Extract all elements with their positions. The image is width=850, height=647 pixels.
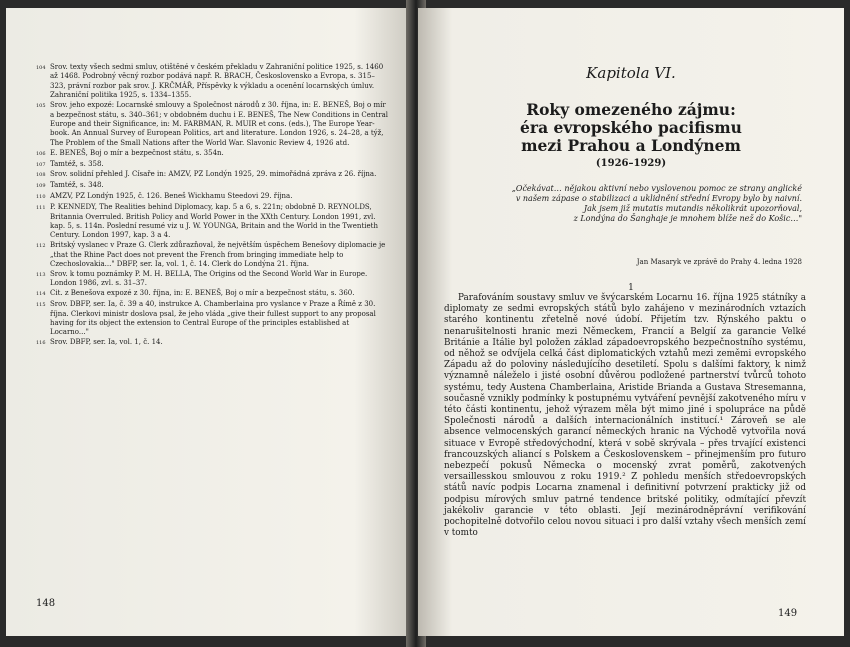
motto xyxy=(502,184,802,224)
footnote xyxy=(36,149,388,159)
footnote-number: 104 xyxy=(36,65,46,71)
title-line: éra evropského pacifismu xyxy=(520,118,742,137)
footnote-number: 107 xyxy=(36,161,46,168)
motto-line: Jak jsem již mutatis mutandis několikrát upozorňoval, xyxy=(583,204,802,213)
footnote xyxy=(36,300,388,338)
section-number: 1 xyxy=(628,283,634,293)
motto-line: v našem zápase o stabilizaci a uklidnění střední Evropy bylo by naivní. xyxy=(515,194,802,203)
footnote-text: P. KENNEDY, The Realities behind Diplomacy, kap. 5 a 6, s. 221n; obdobně D. REYNOLDS, Britannia Overruled. British Policy and World Power in the XXth Century. London 1991, zvl. kap. 5, s. 114n. Poslední resumé viz u J. W. YOUNGA, Britain and the World in the Twentieth Century. London 1997, kap. 3 a 4. xyxy=(50,203,378,240)
page-number-right: 149 xyxy=(778,608,798,619)
footnote-number: 108 xyxy=(36,172,46,179)
footnote-text: Srov. DBFP, ser. Ia, vol. 1, č. 14. xyxy=(50,338,163,347)
footnote xyxy=(36,160,388,170)
page-number-left: 148 xyxy=(36,598,56,609)
footnote-text: Srov. solidní přehled J. Císaře in: AMZV, PZ Londýn 1925, 29. mimořádná zpráva z 26. října. xyxy=(50,170,377,179)
footnote-text: Cit. z Benešova expozé z 30. října, in: E. BENEŠ, Boj o mír a bezpečnost státu, s. 360. xyxy=(50,289,355,298)
chapter-label: Kapitola VI. xyxy=(586,64,676,82)
footnote xyxy=(36,270,388,289)
footnote-number: 111 xyxy=(36,205,46,212)
footnote-number: 110 xyxy=(36,194,46,201)
footnote-text: Srov. k tomu poznámky P. M. H. BELLA, The Origins od the Second World War in Europe. London 1986, zvl. s. 31–37. xyxy=(50,270,368,288)
footnote-text: Tamtéž, s. 348. xyxy=(50,181,104,190)
footnote-text: Britský vyslanec v Praze G. Clerk zdůrazňoval, že největším úspěchem Benešovy diplomacie je „that the Rhine Pact does not prevent the French from bringing immediate help to Czechoslovakia..." DBFP, ser. Ia, vol. 1, č. 14. Clerk do Londýna 21. října. xyxy=(50,241,386,269)
chapter-title xyxy=(418,101,844,155)
footnote-text: Tamtéž, s. 358. xyxy=(50,159,104,168)
footnote-text: Srov. texty všech sedmi smluv, otištěné v českém překladu v Zahraniční politice 1925, s. 1460 až 1468. Podrobný věcný rozbor podává např. R. BRACH, Československo a Evropa, s. 315–323, právní rozbor pak srov. J. KRČMÁŘ, Příspěvky k výkladu a ocenění locarnských úmluv. Zahraniční politika 1925, s. 1334–1355. xyxy=(50,63,384,100)
right-page xyxy=(418,8,844,636)
footnote xyxy=(36,241,388,269)
footnote-text: AMZV, PZ Londýn 1925, č. 126. Beneš Wickhamu Steedovi 29. října. xyxy=(50,192,293,201)
paragraph: Parafováním soustavy smluv ve švýcarském Locarnu 16. října 1925 státníky a diplomaty ze sedmi evropských států bylo zahájeno v mezinárodních vztazích starého kontinentu zřetelně nové údobí. Přijetím tzv. Rýnského paktu o nenarušitelnosti hranic mezi Německem, Francií a Belgií za garancie Velké Británie a Itálie byl položen základ západoevropského bezpečnostního systému, od něhož se odvíjela celká část diplomatických vztahů mezi zeměmi evropského Západu až do poloviny následujícího desetiletí. Spolu s dalšími faktory, k nimž významně náleželo i jisté osobní důvěrou podložené partnerství tvůrců tohoto systému, tedy Austena Chamberlaina, Aristide Brianda a Gustava Stresemanna, současně vznikly podmínky k postupnému vytváření pevnější zakotveného míru v této části kontinentu, jehož výrazem měla být mimo jiné i spolupráce na půdě Společnosti národů a dalších internacionálních institucí.¹ Zároveň se ale absence velmocenských garancí německých hranic na Východě vytvořila nová situace v Evropě středovýchodní, která v sobě skrývala – přes trvající existenci francouzských aliancí s Polskem a Československem – přinejmenším pro futuro nebezpečí pokusů Německa o mocenský zvrat poměrů, zakotvených versaillesskou smlouvou z roku 1919.² Z pohledu menších středoevropských států navíc podpis Locarna znamenal i definitivní potvrzení prakticky již od podpisu mírových smluv patrné tendence britské politiky, odmítající převzít jakékoliv garancie v této oblasti. Její mezinárodněprávní verifikování pochopitelně dotvořilo celou novou situaci i pro další vztahy všech menších zemí v tomto xyxy=(444,293,806,539)
footnote-number: 115 xyxy=(36,302,46,309)
footnote-number: 114 xyxy=(36,291,46,298)
title-line: Roky omezeného zájmu: xyxy=(526,100,736,119)
footnote xyxy=(36,101,388,148)
footnote-number: 109 xyxy=(36,183,46,190)
footnote xyxy=(36,289,388,299)
footnote-number: 112 xyxy=(36,243,46,250)
motto-source: Jan Masaryk ve zprávě do Prahy 4. ledna 1928 xyxy=(636,258,802,266)
footnote xyxy=(36,63,388,101)
footnote xyxy=(36,170,388,180)
body-text xyxy=(444,293,806,539)
footnote-number: 113 xyxy=(36,272,46,279)
footnote-number: 116 xyxy=(36,340,46,347)
footnote-number: 105 xyxy=(36,103,46,110)
left-page xyxy=(6,8,416,636)
footnote xyxy=(36,181,388,191)
motto-line: z Londýna do Šanghaje je mnohem blíže než do Košic…" xyxy=(573,214,802,223)
footnote-text: Srov. jeho expozé: Locarnské smlouvy a Společnost národů z 30. října, in: E. BENEŠ, Boj o mír a bezpečnost státu, s. 340–361; v obdobném duchu i E. BENEŠ, The New Conditions in Central Europe and their Significance, in: M. FARBMAN, R. MUIR et cons. (eds.), The Europe Year-book. An Annual Survey of European Politics, art and literature. London 1926, s. 24–28, a týž, The Problem of the Small Nations after the World War. Slavonic Review 4, 1926 atd. xyxy=(50,101,388,147)
title-line: mezi Prahou a Londýnem xyxy=(521,136,741,155)
footnote-text: E. BENEŠ, Boj o mír a bezpečnost státu, s. 354n. xyxy=(50,148,224,157)
footnote xyxy=(36,192,388,202)
footnotes xyxy=(36,63,388,349)
footnote xyxy=(36,338,388,348)
motto-line: „Očekávat… nějakou aktivní nebo vyslovenou pomoc ze strany anglické xyxy=(511,184,802,193)
footnote-text: Srov. DBFP, ser. Ia, č. 39 a 40, instrukce A. Chamberlaina pro vyslance v Praze a Římě z 30. října. Clerkovi ministr doslova psal, že jeho vláda „give their fullest support to any proposal having for its object the extension to Central Europe of the principles established at Locarno..." xyxy=(50,300,376,337)
footnote-number: 106 xyxy=(36,150,46,157)
footnote xyxy=(36,203,388,241)
chapter-years: (1926–1929) xyxy=(595,158,667,169)
